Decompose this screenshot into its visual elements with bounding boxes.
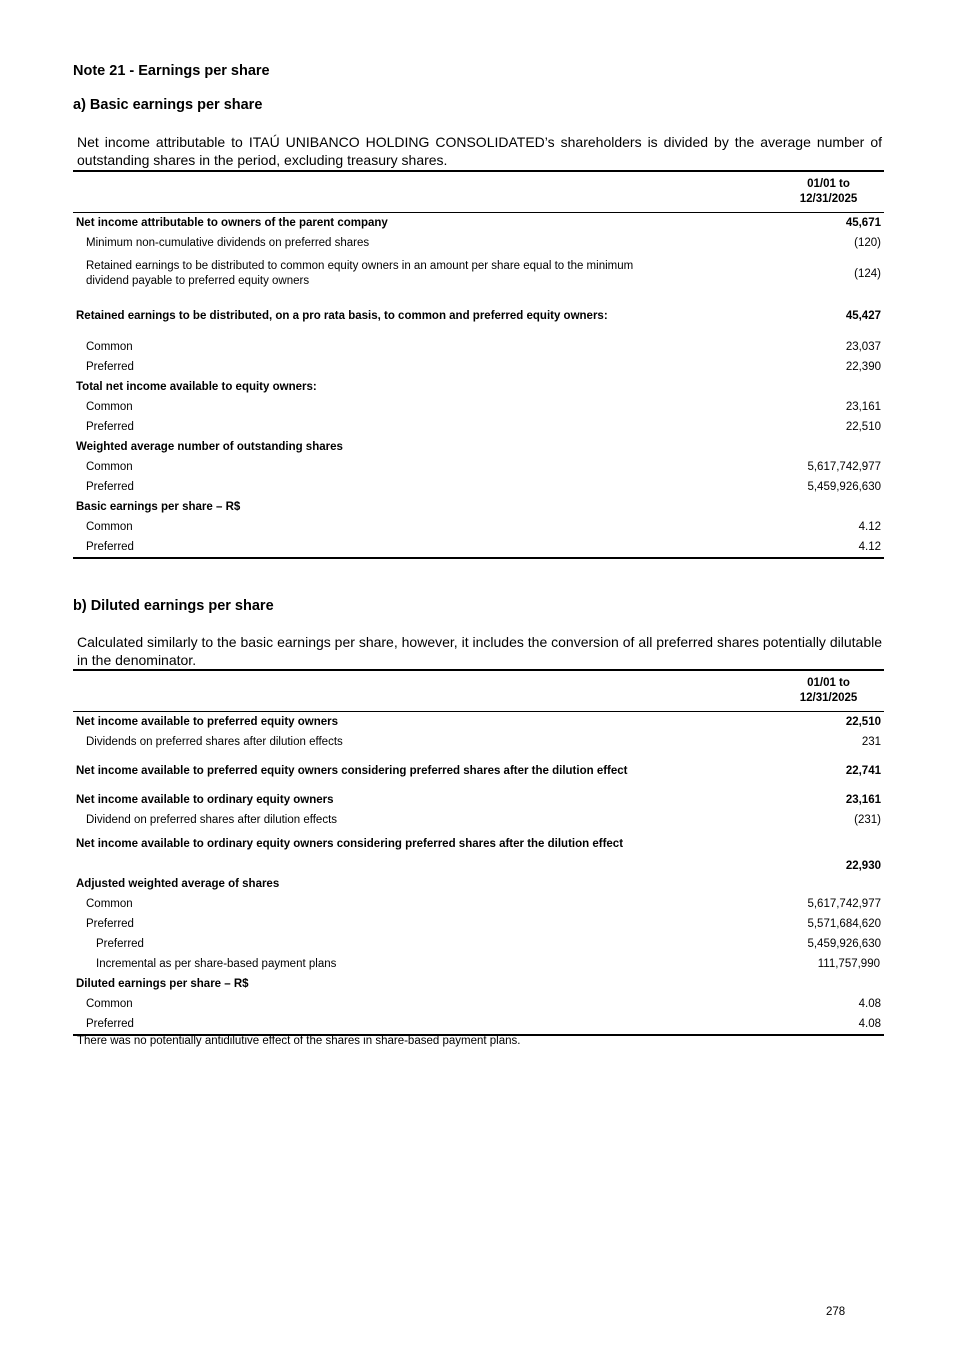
row-label: Preferred [73, 537, 773, 558]
table-row [73, 437, 884, 457]
row-value [773, 497, 884, 517]
table-row [73, 810, 884, 830]
row-label: Weighted average number of outstanding shares [76, 441, 343, 453]
row-label: Preferred [86, 918, 134, 930]
row-value: 5,459,926,630 [807, 481, 881, 493]
row-label: Dividend on preferred shares after dilution effects [86, 814, 338, 826]
row-value: 45,671 [845, 217, 881, 229]
table-row [73, 377, 884, 397]
row-value: 4.08 [773, 1014, 884, 1035]
diluted-eps-table [73, 669, 884, 1036]
row-value: 45,427 [845, 310, 881, 322]
table-row [73, 1014, 884, 1035]
row-value: 5,571,684,620 [807, 918, 881, 930]
row-label: Common [86, 461, 133, 473]
row-value: 23,161 [845, 401, 881, 413]
table-row [73, 477, 884, 497]
row-label: Net income available to preferred equity owners considering preferred shares after the dilution effect [76, 765, 628, 777]
row-value [773, 874, 884, 894]
row-value: (124) [854, 268, 881, 280]
row-label: Net income available to preferred equity owners [76, 716, 339, 728]
row-label: Net income attributable to owners of the parent company [76, 217, 388, 229]
row-label: Total net income available to equity owners: [76, 381, 317, 393]
row-value: 111,757,990 [817, 958, 880, 970]
section-a-title: a) Basic earnings per share [73, 97, 263, 113]
table-row [73, 994, 884, 1014]
row-value: 231 [861, 736, 881, 748]
table-row [73, 337, 884, 357]
note-title: Note 21 - Earnings per share [73, 63, 270, 79]
header-blank [73, 171, 773, 213]
period-header: 01/01 to 12/31/2025 [773, 171, 884, 213]
row-label: Preferred [96, 938, 144, 950]
row-label: Preferred [73, 1014, 773, 1035]
row-label: Preferred [86, 481, 134, 493]
table-row [73, 790, 884, 810]
table-row [73, 457, 884, 477]
table-row [73, 712, 884, 733]
row-value: 4.12 [773, 537, 884, 558]
row-value: (120) [854, 237, 881, 249]
footnote: There was no potentially antidilutive effect of the shares in share-based payment plans. [77, 1035, 521, 1047]
page-number: 278 [826, 1306, 846, 1318]
row-label: Net income available to ordinary equity owners considering preferred shares after the dilution effect [76, 838, 624, 850]
row-value: 5,617,742,977 [807, 461, 881, 473]
table-row [73, 934, 884, 954]
row-value: (231) [854, 814, 881, 826]
row-label: Diluted earnings per share – R$ [76, 978, 249, 990]
row-value: 5,459,926,630 [807, 938, 881, 950]
header-blank [73, 670, 773, 712]
table-row [73, 417, 884, 437]
table-row [73, 357, 884, 377]
table-row [73, 954, 884, 974]
table-row [73, 537, 884, 558]
section-b-intro: Calculated similarly to the basic earnings per share, however, it includes the conversion of all preferred shares potentially dilutable in the denominator. [77, 634, 882, 668]
row-label: Common [86, 898, 133, 910]
table-row [73, 253, 884, 295]
row-label: Common [86, 521, 133, 533]
row-label: Basic earnings per share – R$ [76, 501, 241, 513]
row-label: Common [86, 998, 133, 1010]
row-value: 22,930 [845, 860, 881, 872]
row-value: 4.08 [858, 998, 881, 1010]
row-value [773, 377, 884, 397]
row-value: 23,161 [845, 794, 881, 806]
row-value: 22,510 [845, 716, 881, 728]
table-row [73, 874, 884, 894]
row-label: Preferred [86, 421, 134, 433]
row-value: 4.12 [858, 521, 881, 533]
table-row [73, 295, 884, 337]
row-value: 22,510 [845, 421, 881, 433]
row-label: Adjusted weighted average of shares [76, 878, 280, 890]
row-value: 23,037 [845, 341, 881, 353]
row-label: Dividends on preferred shares after dilution effects [86, 736, 343, 748]
row-label: Net income available to ordinary equity owners [76, 794, 334, 806]
row-label: Preferred [86, 361, 134, 373]
section-b-title: b) Diluted earnings per share [73, 598, 274, 614]
table-row [73, 894, 884, 914]
row-label: Common [86, 341, 133, 353]
table-row [73, 914, 884, 934]
row-value: 22,390 [845, 361, 881, 373]
table-row [73, 213, 884, 234]
row-label: Common [86, 401, 133, 413]
row-label: Incremental as per share-based payment plans [96, 958, 337, 970]
period-header: 01/01 to 12/31/2025 [773, 670, 884, 712]
table-row [73, 497, 884, 517]
basic-eps-table [73, 170, 884, 559]
row-value: 5,617,742,977 [807, 898, 881, 910]
table-row [73, 397, 884, 417]
table-row [73, 830, 884, 874]
row-label: Retained earnings to be distributed to common equity owners in an amount per share equal to the minimum dividend payable to preferred equity owners [86, 260, 634, 287]
row-value: 22,741 [845, 765, 881, 777]
row-value [773, 974, 884, 994]
table-row [73, 974, 884, 994]
table-row [73, 233, 884, 253]
section-a-intro: Net income attributable to ITAÚ UNIBANCO HOLDING CONSOLIDATED’s shareholders is divided by the average number of outstanding shares in the period, excluding treasury shares. [77, 134, 882, 168]
row-value [773, 437, 884, 457]
row-label: Retained earnings to be distributed, on a pro rata basis, to common and preferred equity owners: [76, 310, 608, 322]
row-label: Minimum non-cumulative dividends on preferred shares [86, 237, 370, 249]
table-row [73, 752, 884, 790]
table-row [73, 517, 884, 537]
table-row [73, 732, 884, 752]
